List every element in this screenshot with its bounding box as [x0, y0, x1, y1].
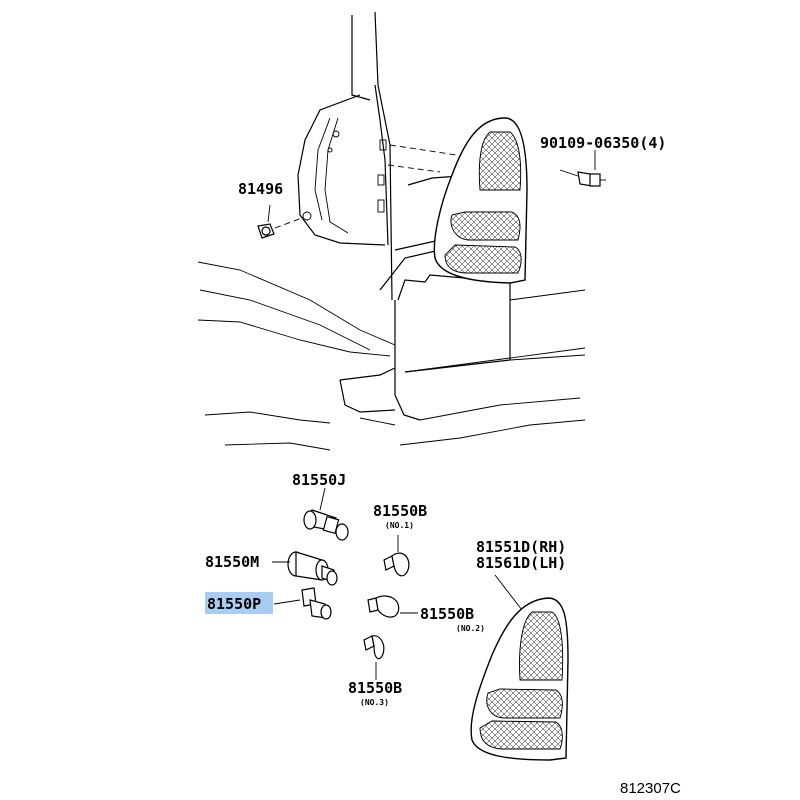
label-81550j[interactable]: 81550J	[292, 471, 347, 489]
label-90109-06350[interactable]: 90109-06350(4)	[540, 134, 667, 152]
note-no3: (NO.3)	[360, 698, 389, 707]
socket-81550p-icon	[274, 588, 331, 619]
label-81550b-no1[interactable]: 81550B	[373, 502, 428, 520]
socket-81550m-icon	[272, 552, 337, 585]
label-81550m[interactable]: 81550M	[205, 553, 260, 571]
label-81561d-lh[interactable]: 81561D(LH)	[476, 554, 567, 572]
label-81550b-no2[interactable]: 81550B	[420, 605, 475, 623]
socket-81550j-icon	[304, 488, 348, 540]
label-81496[interactable]: 81496	[238, 180, 284, 198]
bulb-no2-icon	[368, 596, 418, 617]
bulb-no1-icon	[384, 535, 409, 576]
label-81550p[interactable]: 81550P	[207, 595, 262, 613]
tail-lamp-assembly	[471, 575, 568, 760]
label-81551d-rh[interactable]: 81551D(RH)	[476, 538, 567, 556]
bolt-icon	[560, 150, 606, 186]
note-no2: (NO.2)	[456, 624, 485, 633]
note-no1: (NO.1)	[385, 521, 414, 530]
diagram-code: 812307C	[620, 780, 681, 797]
tail-lamp-installed	[434, 118, 527, 283]
vehicle-body-outline	[198, 12, 585, 450]
bulb-no3-icon	[364, 636, 384, 680]
label-81550b-no3[interactable]: 81550B	[348, 679, 403, 697]
clip-icon	[258, 205, 302, 238]
